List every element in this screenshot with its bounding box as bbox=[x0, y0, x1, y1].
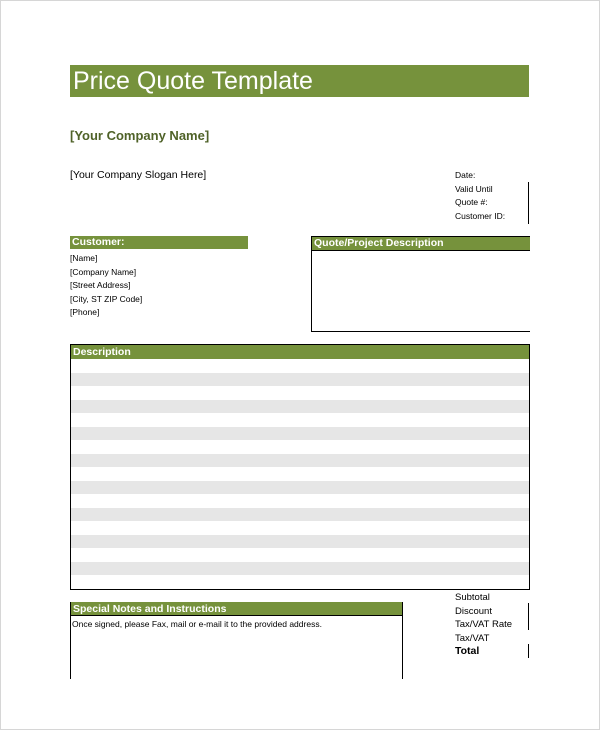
description-table bbox=[70, 344, 530, 590]
table-row bbox=[71, 440, 529, 454]
table-row bbox=[71, 508, 529, 522]
special-notes-header: Special Notes and Instructions bbox=[71, 602, 402, 616]
table-row bbox=[71, 521, 529, 535]
customer-id-label: Customer ID: bbox=[455, 210, 506, 221]
quote-project-box bbox=[311, 236, 530, 332]
table-row bbox=[71, 494, 529, 508]
table-row bbox=[71, 373, 529, 387]
document-title: Price Quote Template bbox=[70, 65, 529, 97]
quote-project-divider bbox=[312, 250, 530, 251]
date-label: Date: bbox=[455, 170, 476, 180]
table-row bbox=[71, 400, 529, 414]
meta-divider bbox=[528, 182, 529, 224]
table-row bbox=[71, 481, 529, 495]
discount-label: Discount bbox=[455, 605, 492, 617]
table-row bbox=[71, 454, 529, 468]
table-row bbox=[71, 562, 529, 576]
quote-project-header: Quote/Project Description bbox=[312, 237, 530, 250]
table-row bbox=[71, 548, 529, 562]
company-slogan: [Your Company Slogan Here] bbox=[70, 169, 207, 181]
customer-city: [City, ST ZIP Code] bbox=[70, 293, 143, 304]
special-notes-text: Once signed, please Fax, mail or e-mail it to the provided address. bbox=[72, 619, 322, 629]
tax-rate-label: Tax/VAT Rate bbox=[455, 619, 513, 630]
tax-label: Tax/VAT bbox=[455, 632, 490, 644]
special-notes-box bbox=[70, 602, 403, 679]
customer-info bbox=[70, 252, 142, 320]
quote-number-label: Quote #: bbox=[455, 197, 488, 207]
description-rows bbox=[71, 359, 529, 589]
company-name: [Your Company Name] bbox=[70, 128, 210, 143]
totals-divider bbox=[528, 644, 529, 658]
table-row bbox=[71, 413, 529, 427]
table-row bbox=[71, 467, 529, 481]
customer-phone: [Phone] bbox=[70, 307, 100, 317]
table-row bbox=[71, 386, 529, 400]
quote-meta-labels bbox=[455, 169, 505, 223]
description-header: Description bbox=[71, 345, 529, 359]
customer-street: [Street Address] bbox=[70, 280, 131, 290]
table-row bbox=[71, 359, 529, 373]
total-label: Total bbox=[455, 645, 480, 657]
table-row bbox=[71, 427, 529, 441]
customer-name: [Name] bbox=[70, 253, 98, 263]
customer-company: [Company Name] bbox=[70, 266, 137, 277]
table-row bbox=[71, 535, 529, 549]
table-row bbox=[71, 575, 529, 589]
totals-labels bbox=[455, 591, 512, 659]
totals-divider bbox=[528, 603, 529, 630]
customer-header: Customer: bbox=[70, 236, 248, 249]
subtotal-label: Subtotal bbox=[455, 592, 490, 603]
valid-until-label: Valid Until bbox=[455, 183, 493, 194]
